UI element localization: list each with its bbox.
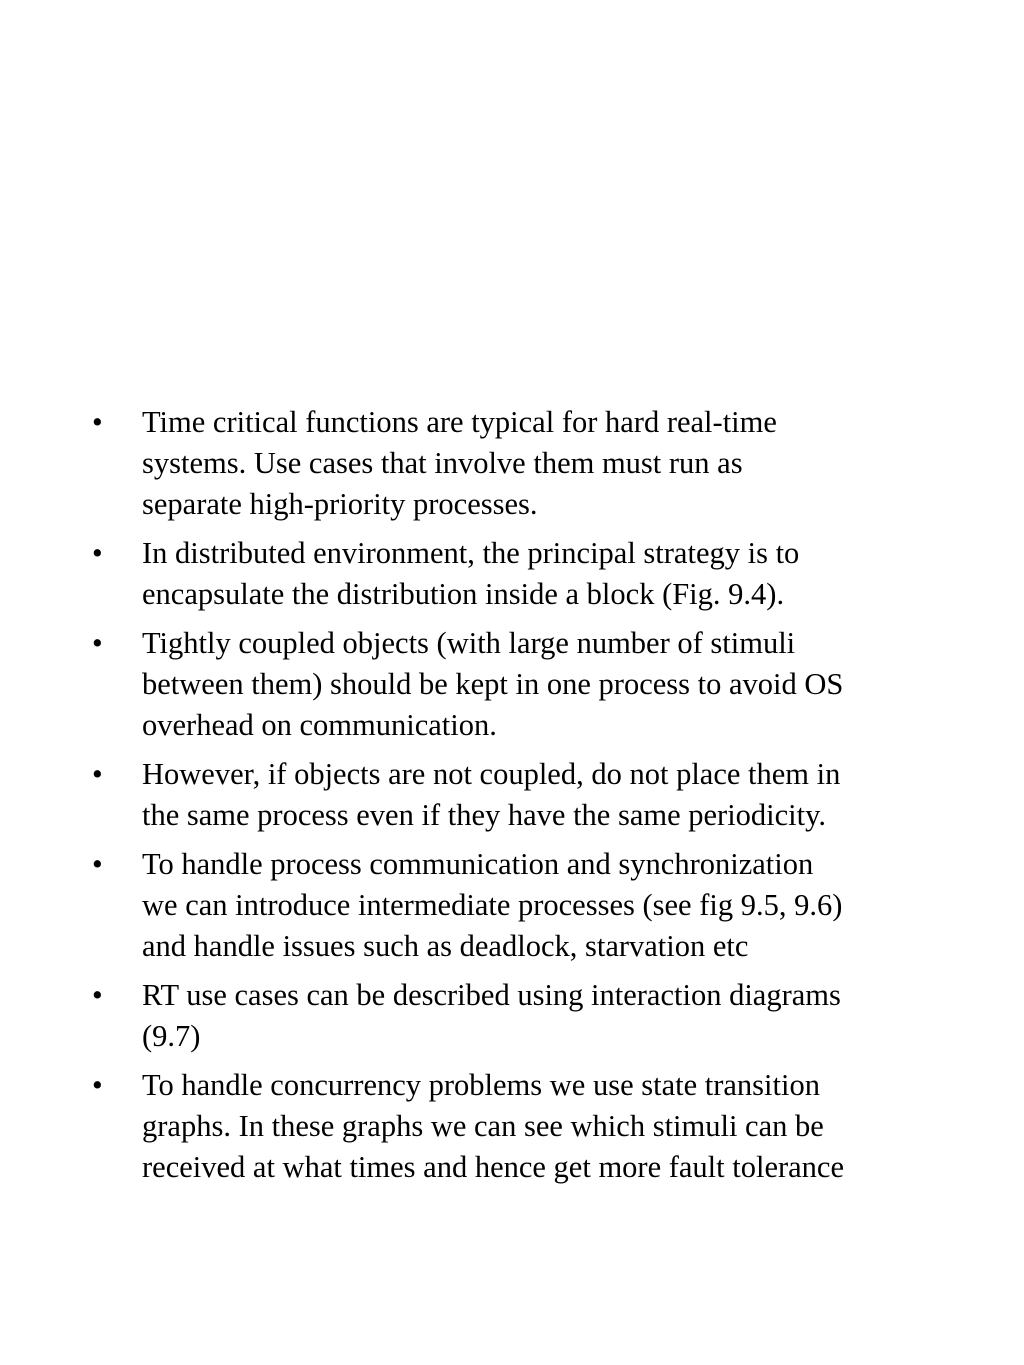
bullet-marker: • [92, 847, 103, 881]
bullet-item [86, 533, 986, 615]
bullet-text-line: graphs. In these graphs we can see which stimuli can be [142, 1109, 824, 1143]
bullet-marker: • [92, 757, 103, 791]
bullet-text-line: the same process even if they have the same periodicity. [142, 798, 827, 832]
bullet-text-line: (9.7) [142, 1019, 201, 1053]
bullet-text-line: received at what times and hence get more fault tolerance [142, 1150, 845, 1184]
bullet-item [86, 754, 986, 836]
bullet-marker: • [92, 405, 103, 439]
bullet-marker: • [92, 978, 103, 1012]
bullet-text-line: To handle process communication and synchronization [142, 847, 814, 881]
bullet-text-line: separate high-priority processes. [142, 487, 538, 521]
bullet-marker: • [92, 1068, 103, 1102]
bullet-text-line: overhead on communication. [142, 708, 497, 742]
bullet-text-line: However, if objects are not coupled, do not place them in [142, 757, 841, 791]
bullet-text-line: systems. Use cases that involve them must run as [142, 446, 743, 480]
bullet-marker: • [92, 536, 103, 570]
bullet-text-line: Tightly coupled objects (with large number of stimuli [142, 626, 796, 660]
bullet-text-line: encapsulate the distribution inside a block (Fig. 9.4). [142, 577, 785, 611]
bullet-text-line: between them) should be kept in one process to avoid OS [142, 667, 844, 701]
bullet-text-line: we can introduce intermediate processes (see fig 9.5, 9.6) [142, 888, 843, 922]
bullet-text-line: and handle issues such as deadlock, starvation etc [142, 929, 749, 963]
bullet-item [86, 975, 986, 1057]
bullet-text-line: To handle concurrency problems we use state transition [142, 1068, 820, 1102]
bullet-text-line: In distributed environment, the principal strategy is to [142, 536, 800, 570]
bullet-text-line: RT use cases can be described using interaction diagrams [142, 978, 841, 1012]
bullet-marker: • [92, 626, 103, 660]
bullet-item [86, 844, 986, 967]
bullet-item [86, 1065, 986, 1188]
bullet-text-line: Time critical functions are typical for hard real-time [142, 405, 777, 439]
bullet-list [86, 402, 986, 1196]
bullet-item [86, 623, 986, 746]
bullet-item [86, 402, 986, 525]
